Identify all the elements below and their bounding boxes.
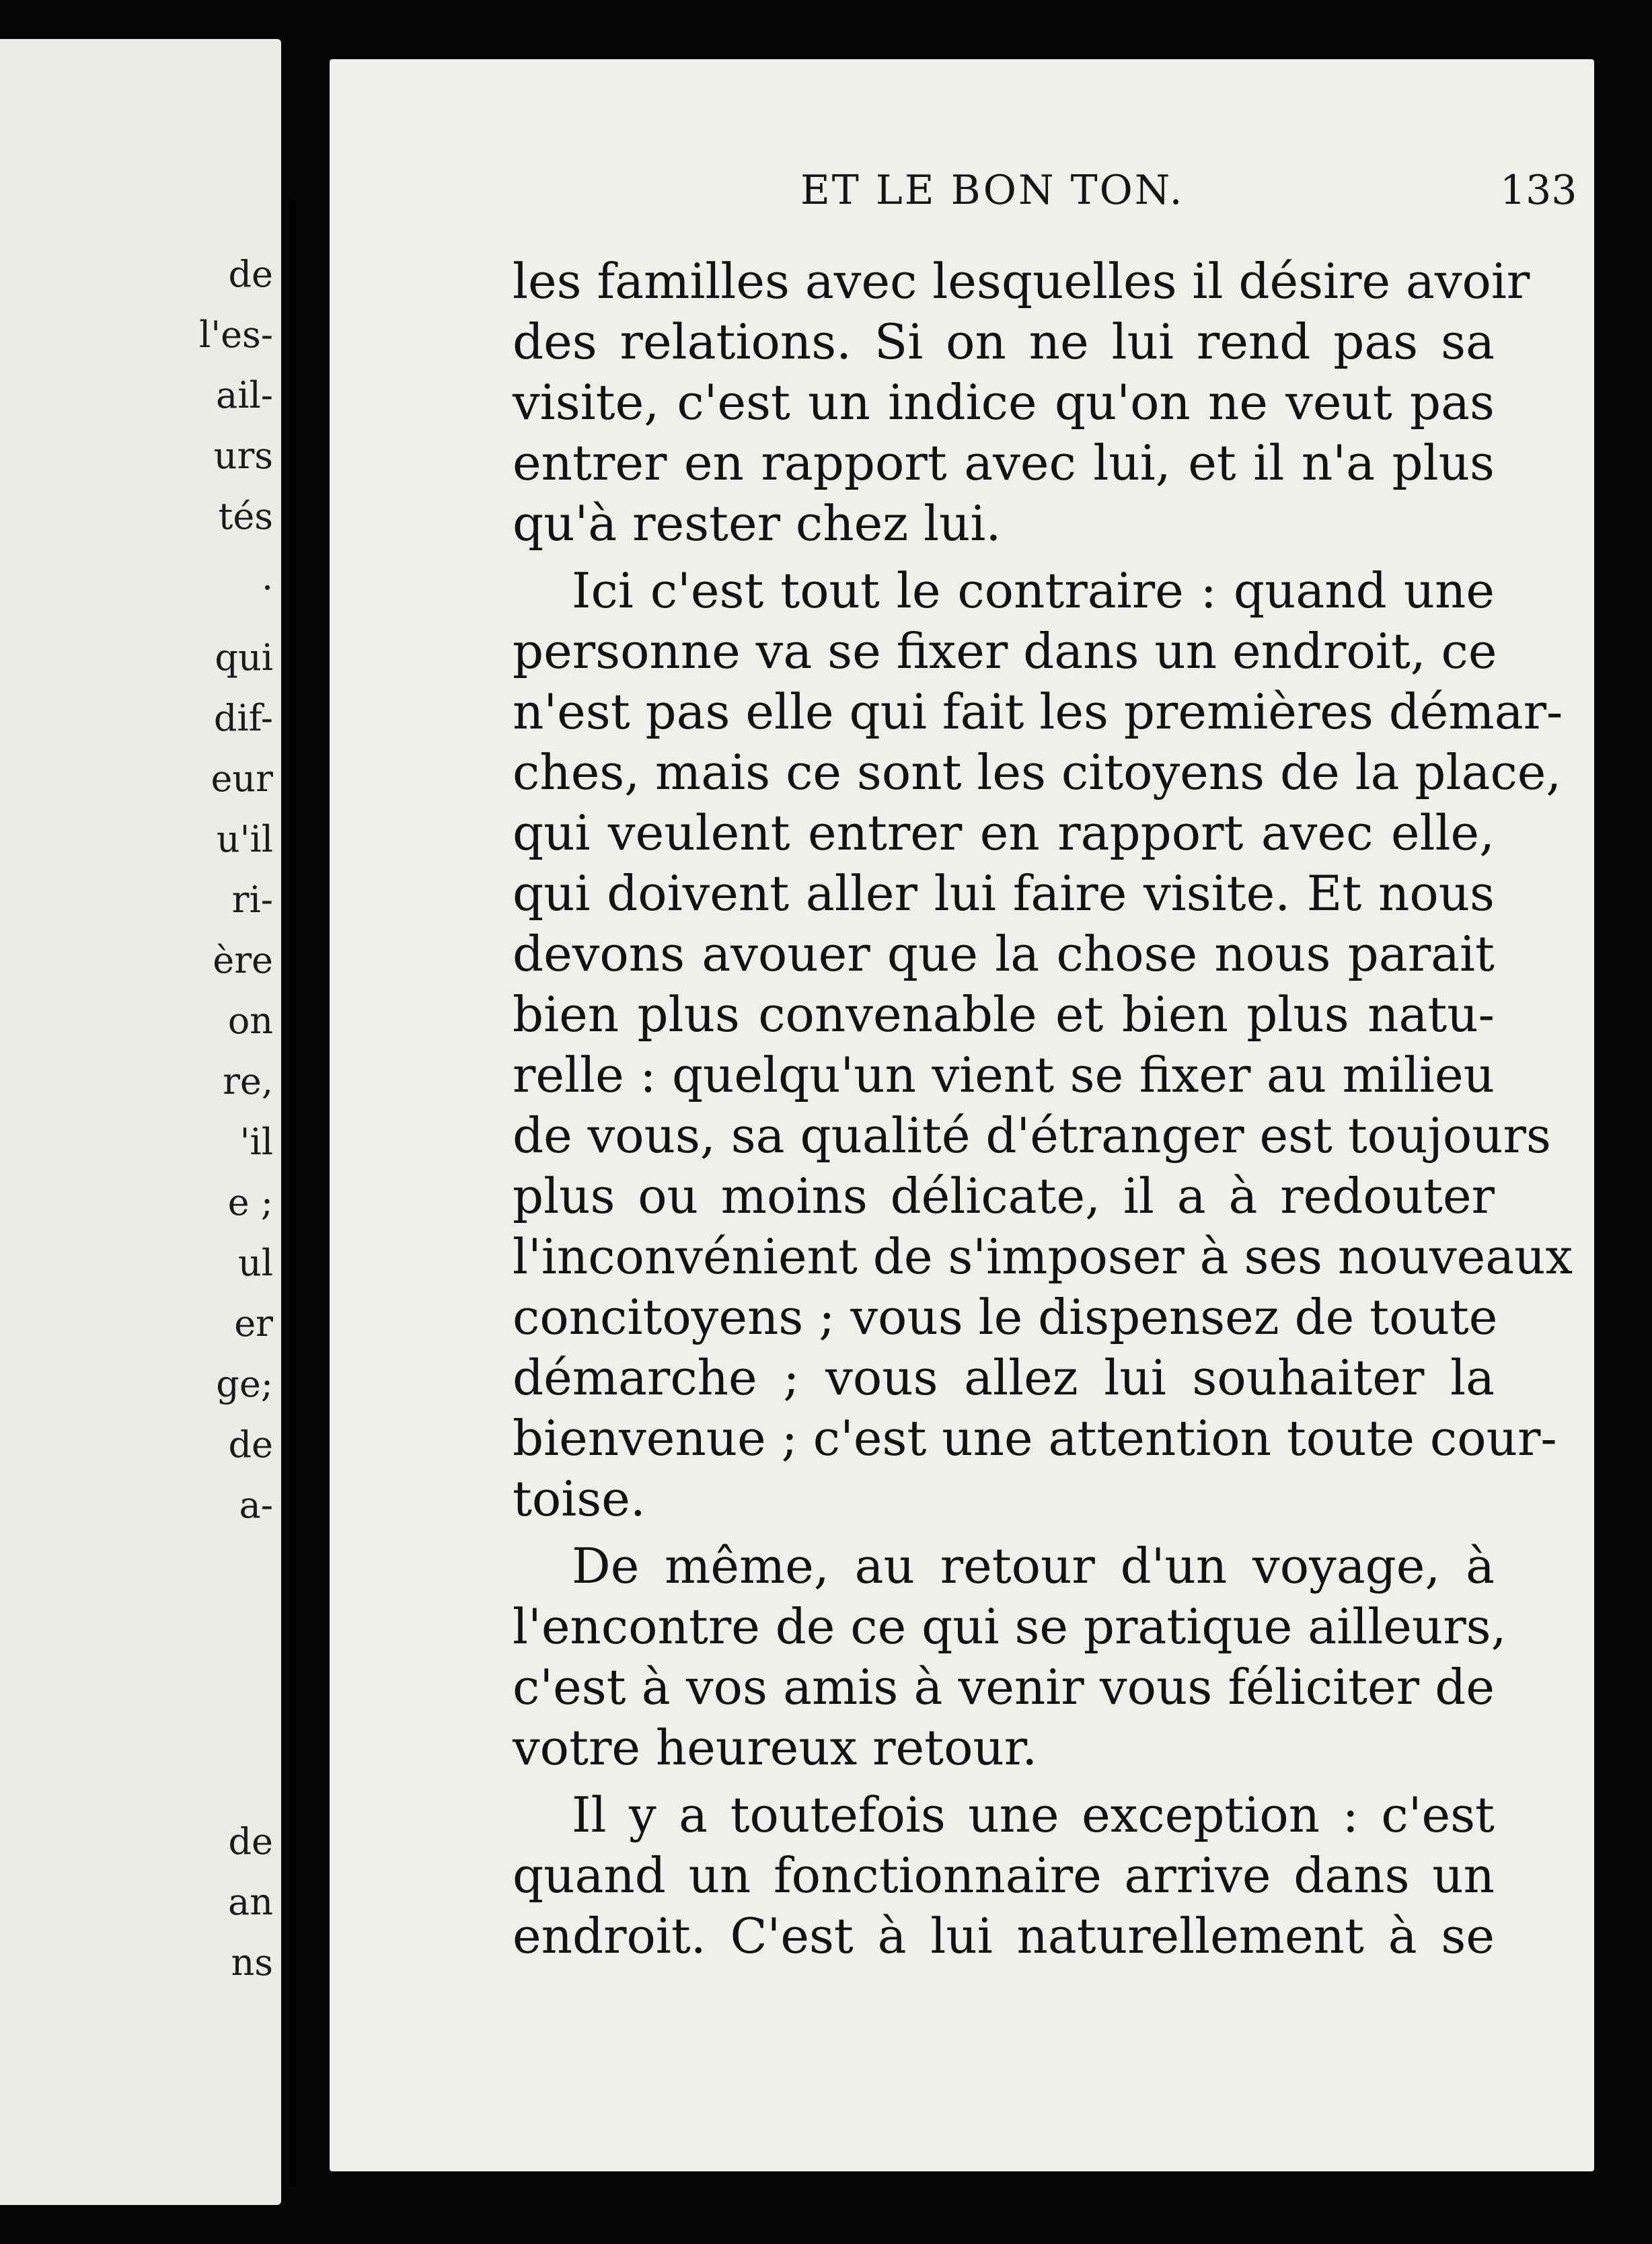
facing-page-text: u'il [216, 818, 273, 860]
body-line: concitoyens ; vous le dispensez de toute [513, 1289, 1498, 1345]
facing-page-text: eur [211, 757, 273, 800]
facing-page-text: ge; [216, 1363, 273, 1405]
body-line: endroit. C'est à lui naturellement à se [513, 1908, 1495, 1964]
facing-page-fragment [0, 39, 281, 2205]
facing-page-text: l'es- [198, 313, 273, 356]
facing-page-text: ail- [216, 374, 273, 416]
facing-page-text: a- [239, 1484, 273, 1526]
body-line: qui veulent entrer en rapport avec elle, [513, 805, 1495, 861]
body-line: n'est pas elle qui fait les premières démar- [513, 683, 1563, 740]
body-line: visite, c'est un indice qu'on ne veut pas [513, 374, 1495, 431]
body-line: devons avouer que la chose nous parait [513, 926, 1495, 982]
paragraph-start: Il y a toutefois une exception : c'est [572, 1787, 1495, 1843]
body-line: plus ou moins délicate, il a à redouter [513, 1168, 1495, 1224]
facing-page-text: ri- [231, 878, 273, 921]
book-gutter [281, 0, 330, 2244]
paragraph-start: Ici c'est tout le contraire : quand une [572, 562, 1495, 619]
book-page [330, 59, 1594, 2171]
facing-page-text: de [228, 1423, 273, 1466]
body-line: l'inconvénient de s'imposer à ses nouveaux [513, 1228, 1573, 1285]
body-line: bien plus convenable et bien plus natu- [513, 986, 1495, 1043]
body-line: entrer en rapport avec lui, et il n'a plus [513, 435, 1495, 491]
body-line: toise. [513, 1470, 646, 1527]
body-line: qui doivent aller lui faire visite. Et nous [513, 865, 1495, 922]
facing-page-text: de [228, 253, 273, 295]
facing-page-text: e ; [227, 1181, 273, 1224]
facing-page-text: qui [215, 636, 273, 679]
body-line: ches, mais ce sont les citoyens de la place, [513, 744, 1562, 800]
paragraph-start: De même, au retour d'un voyage, à [572, 1538, 1495, 1594]
facing-page-text: de [228, 1820, 273, 1863]
facing-page-text: ère [213, 939, 273, 981]
body-line: personne va se fixer dans un endroit, ce [513, 623, 1497, 679]
body-line: bienvenue ; c'est une attention toute cour- [513, 1410, 1557, 1466]
running-title: ET LE BON TON. [800, 167, 1185, 214]
facing-page-text: an [228, 1881, 273, 1923]
body-line: qu'à rester chez lui. [513, 495, 1002, 552]
body-line: démarche ; vous allez lui souhaiter la [513, 1349, 1495, 1406]
facing-page-text: re, [223, 1060, 273, 1102]
facing-page-text: . [261, 556, 273, 598]
body-line: les familles avec lesquelles il désire avoir [513, 253, 1530, 309]
body-line: c'est à vos amis à venir vous féliciter de [513, 1659, 1495, 1715]
facing-page-text: 'il [239, 1121, 273, 1163]
body-line: des relations. Si on ne lui rend pas sa [513, 313, 1495, 370]
facing-page-text: tés [218, 495, 273, 537]
facing-page-text: on [227, 1000, 273, 1042]
facing-page-text: ul [237, 1242, 273, 1284]
facing-page-text: dif- [213, 697, 273, 739]
facing-page-text: urs [213, 435, 273, 477]
gutter-shadow [289, 202, 296, 2186]
body-line: de vous, sa qualité d'étranger est toujours [513, 1107, 1551, 1164]
facing-page-text: ns [231, 1941, 273, 1984]
body-line: relle : quelqu'un vient se fixer au milieu [513, 1047, 1495, 1103]
body-line: l'encontre de ce qui se pratique ailleurs, [513, 1598, 1507, 1655]
body-line: votre heureux retour. [513, 1719, 1038, 1776]
body-line: quand un fonctionnaire arrive dans un [513, 1847, 1495, 1904]
page-number: 133 [1500, 167, 1577, 214]
facing-page-text: er [234, 1302, 273, 1345]
